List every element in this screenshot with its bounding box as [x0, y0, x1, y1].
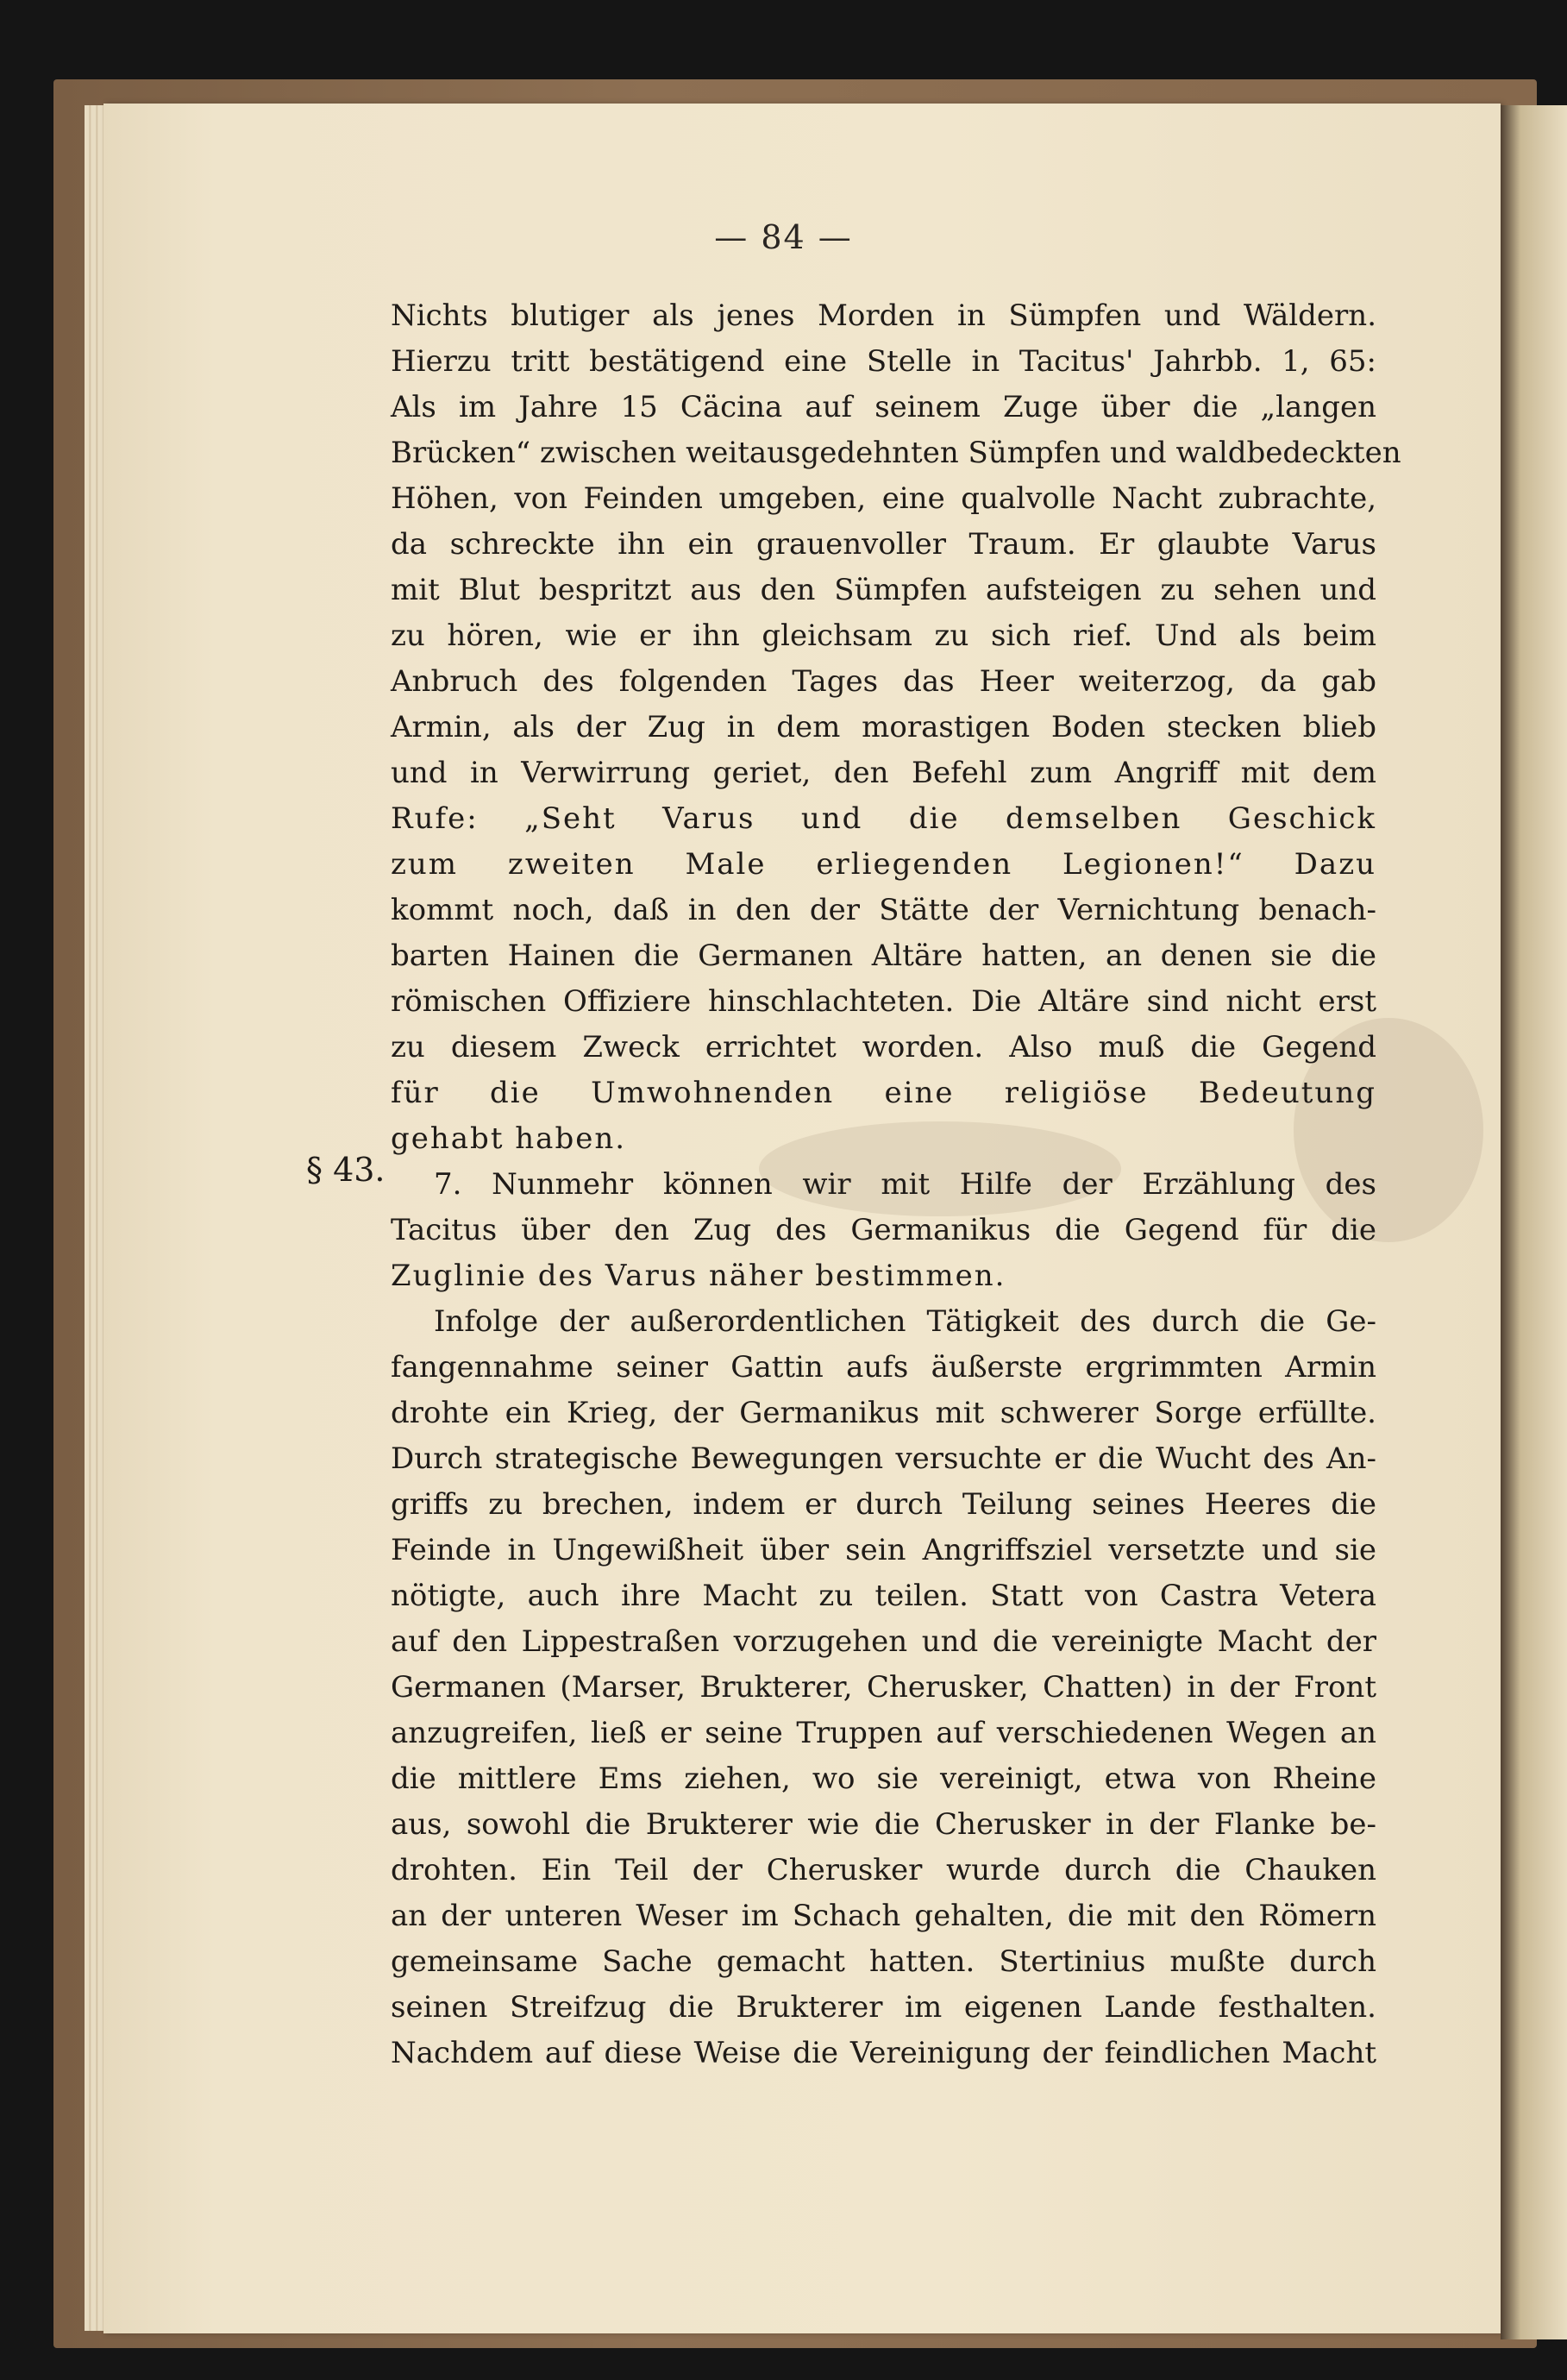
- text-line: Infolge der außerordentlichen Tätigkeit des durch die Ge-: [434, 1304, 1376, 1339]
- text-line: an der unteren Weser im Schach gehalten, die mit den Römern: [391, 1899, 1376, 1933]
- text-line: zu diesem Zweck errichtet worden. Also muß die Gegend: [391, 1030, 1376, 1064]
- text-line: zu hören, wie er ihn gleichsam zu sich rief. Und als beim: [391, 619, 1376, 653]
- text-line: fangennahme seiner Gattin aufs äußerste ergrimmten Armin: [391, 1350, 1376, 1385]
- text-line: Rufe: „Seht Varus und die demselben Geschick: [391, 801, 1376, 836]
- text-line: Höhen, von Feinden umgeben, eine qualvolle Nacht zubrachte,: [391, 481, 1376, 516]
- text-line: und in Verwirrung geriet, den Befehl zum Angriff mit dem: [391, 756, 1376, 790]
- text-line: Hierzu tritt bestätigend eine Stelle in Tacitus' Jahrbb. 1, 65:: [391, 344, 1376, 379]
- text-line: die mittlere Ems ziehen, wo sie vereinigt, etwa von Rheine: [391, 1761, 1376, 1796]
- text-line: für die Umwohnenden eine religiöse Bedeutung: [391, 1076, 1376, 1110]
- text-line: drohte ein Krieg, der Germanikus mit schwerer Sorge erfüllte.: [391, 1396, 1376, 1430]
- next-page-edge: [1501, 105, 1567, 2339]
- text-line: auf den Lippestraßen vorzugehen und die vereinigte Macht der: [391, 1624, 1376, 1659]
- text-line: zum zweiten Male erliegenden Legionen!“ Dazu: [391, 847, 1376, 882]
- text-line: Nachdem auf diese Weise die Vereinigung der feindlichen Macht: [391, 2036, 1376, 2070]
- text-line: Armin, als der Zug in dem morastigen Boden stecken blieb: [391, 710, 1376, 744]
- section-mark: § 43.: [306, 1151, 385, 1189]
- text-line: barten Hainen die Germanen Altäre hatten, an denen sie die: [391, 939, 1376, 973]
- text-line: Brücken“ zwischen weitausgedehnten Sümpfen und waldbedeckten: [391, 436, 1401, 470]
- text-line: nötigte, auch ihre Macht zu teilen. Statt von Castra Vetera: [391, 1579, 1376, 1613]
- page-number: — 84 —: [714, 218, 853, 256]
- text-line: Germanen (Marser, Brukterer, Cherusker, Chatten) in der Front: [391, 1670, 1376, 1705]
- scan-background: [0, 0, 1567, 79]
- text-line: Als im Jahre 15 Cäcina auf seinem Zuge über die „langen: [391, 390, 1376, 424]
- text-line: Zuglinie des Varus näher bestimmen.: [391, 1259, 1006, 1293]
- text-line: aus, sowohl die Brukterer wie die Cherusker in der Flanke be-: [391, 1807, 1376, 1842]
- body-text: [391, 293, 1401, 2076]
- text-line: Tacitus über den Zug des Germanikus die Gegend für die: [391, 1213, 1376, 1247]
- text-line: kommt noch, daß in den der Stätte der Vernichtung benach-: [391, 893, 1376, 927]
- text-line: mit Blut bespritzt aus den Sümpfen aufsteigen zu sehen und: [391, 573, 1376, 607]
- text-line: Anbruch des folgenden Tages das Heer weiterzog, da gab: [391, 664, 1376, 699]
- text-line: da schreckte ihn ein grauenvoller Traum. Er glaubte Varus: [391, 527, 1376, 562]
- text-line: seinen Streifzug die Brukterer im eigenen Lande festhalten.: [391, 1990, 1376, 2025]
- text-line: anzugreifen, ließ er seine Truppen auf verschiedenen Wegen an: [391, 1716, 1376, 1750]
- text-line: gemeinsame Sache gemacht hatten. Stertinius mußte durch: [391, 1944, 1376, 1979]
- text-line: römischen Offiziere hinschlachteten. Die Altäre sind nicht erst: [391, 984, 1376, 1019]
- text-line: Nichts blutiger als jenes Morden in Sümpfen und Wäldern.: [391, 298, 1376, 333]
- text-line: griffs zu brechen, indem er durch Teilung seines Heeres die: [391, 1487, 1376, 1522]
- text-line: gehabt haben.: [391, 1121, 627, 1156]
- text-line: Durch strategische Bewegungen versuchte er die Wucht des An-: [391, 1441, 1376, 1476]
- text-line: drohten. Ein Teil der Cherusker wurde durch die Chauken: [391, 1853, 1376, 1887]
- text-line: 7. Nunmehr können wir mit Hilfe der Erzählung des: [434, 1167, 1376, 1202]
- text-line: Feinde in Ungewißheit über sein Angriffsziel versetzte und sie: [391, 1533, 1376, 1567]
